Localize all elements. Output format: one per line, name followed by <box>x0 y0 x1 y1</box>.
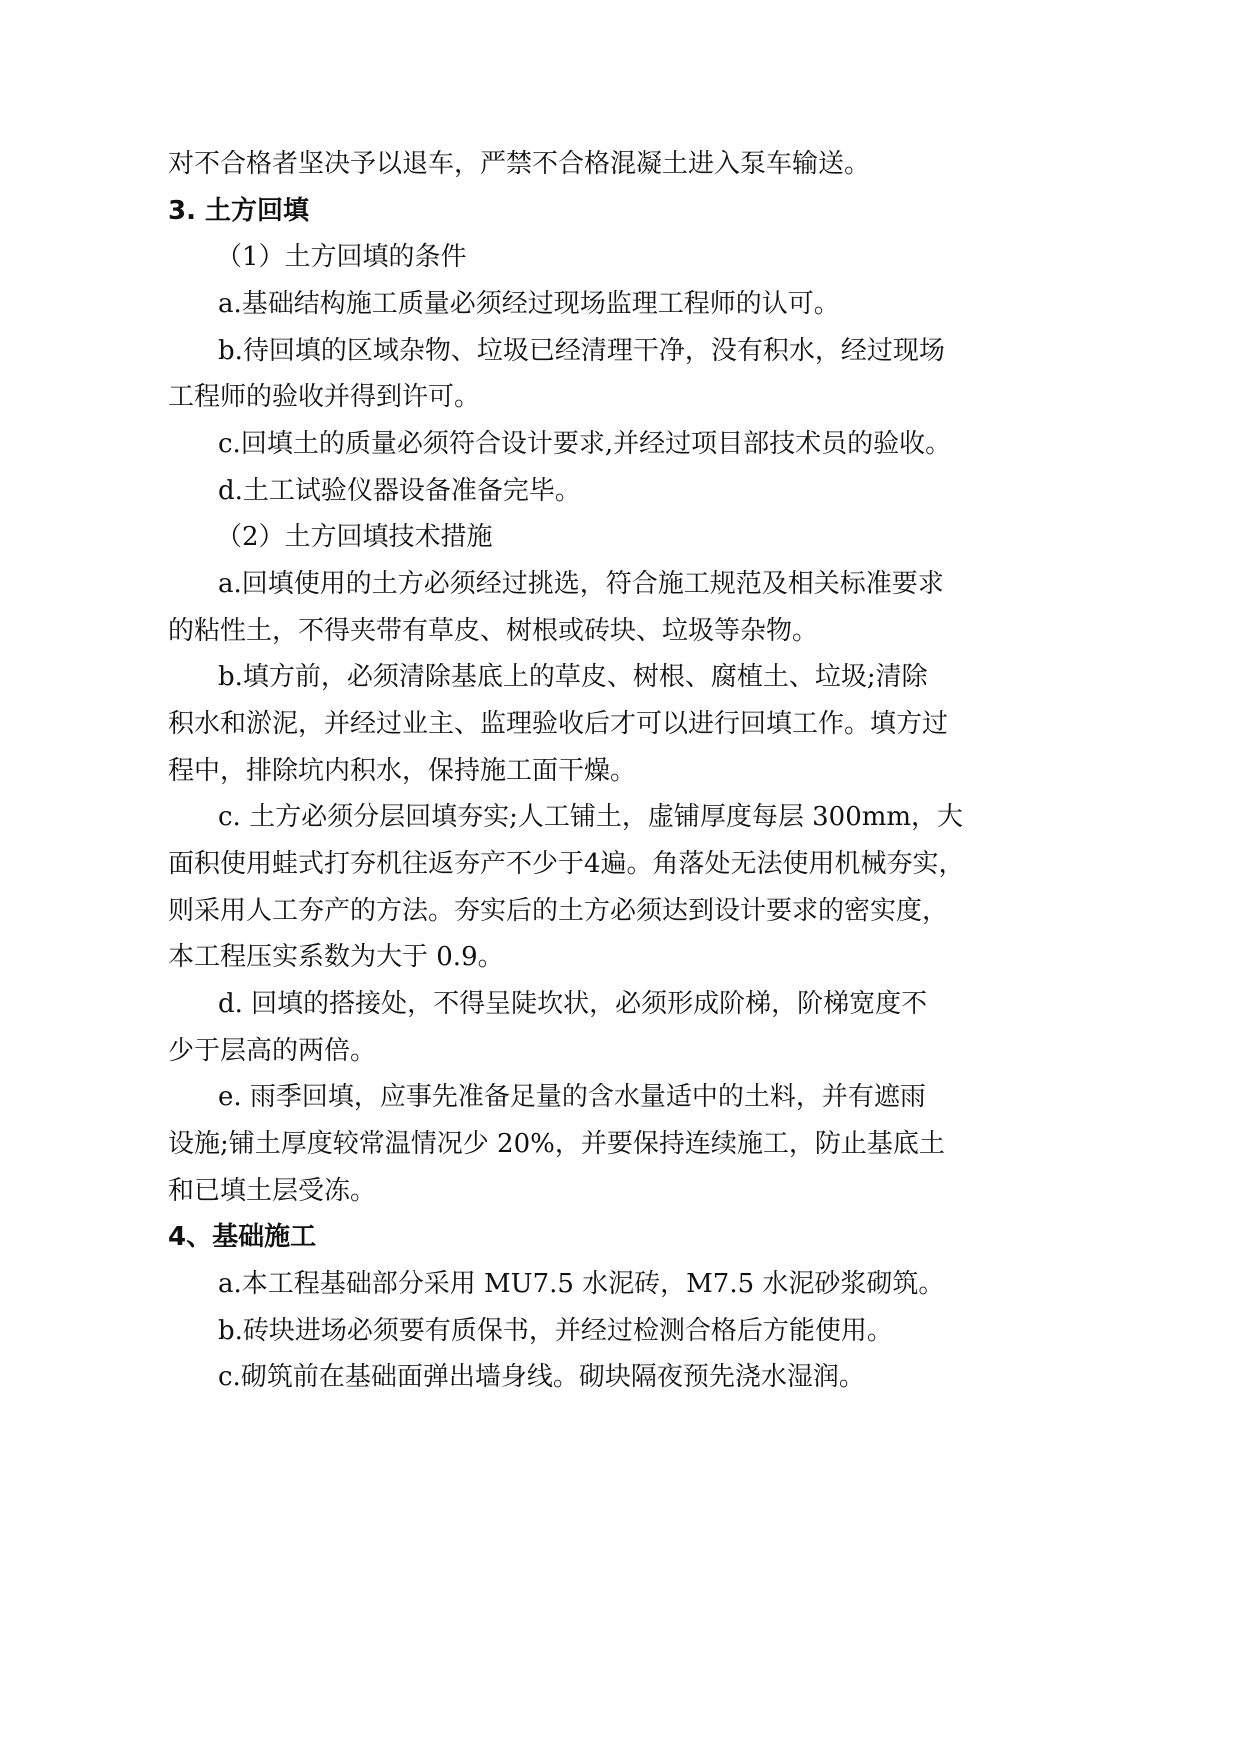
subsection-heading-backfill-conditions: （1）土方回填的条件 <box>216 242 467 272</box>
list-item-continuation-line: 的粘性土，不得夹带有草皮、树根或砖块、垃圾等杂物。 <box>168 616 819 646</box>
list-item-line: b.待回填的区域杂物、垃圾已经清理干净，没有积水，经过现场 <box>218 336 945 366</box>
list-item-continuation-line: 面积使用蛙式打夯机往返夯产不少于4遍。角落处无法使用机械夯实， <box>168 849 965 879</box>
list-item-line: a.本工程基础部分采用 MU7.5 水泥砖，M7.5 水泥砂浆砌筑。 <box>218 1269 945 1299</box>
section-heading-earth-backfill: 3. 土方回填 <box>168 196 310 226</box>
list-item-line: c. 土方必须分层回填夯实;人工铺土，虚铺厚度每层 300mm，大 <box>218 802 964 832</box>
list-item-continuation-line: 则采用人工夯产的方法。夯实后的土方必须达到设计要求的密实度， <box>168 896 949 926</box>
body-text-line: 对不合格者坚决予以退车，严禁不合格混凝土进入泵车输送。 <box>168 149 871 179</box>
section-heading-foundation-construction: 4、基础施工 <box>168 1222 317 1252</box>
list-item-line: c.砌筑前在基础面弹出墙身线。砌块隔夜预先浇水湿润。 <box>218 1362 865 1392</box>
list-item-continuation-line: 少于层高的两倍。 <box>168 1036 377 1066</box>
list-item-line: c.回填土的质量必须符合设计要求,并经过项目部技术员的验收。 <box>218 429 952 459</box>
subsection-heading-backfill-measures: （2）土方回填技术措施 <box>216 522 493 552</box>
list-item-continuation-line: 工程师的验收并得到许可。 <box>168 382 481 412</box>
list-item-continuation-line: 和已填土层受冻。 <box>168 1176 377 1206</box>
list-item-continuation-line: 积水和淤泥，并经过业主、监理验收后才可以进行回填工作。填方过 <box>168 709 949 739</box>
list-item-line: a.基础结构施工质量必须经过现场监理工程师的认可。 <box>218 289 840 319</box>
list-item-line: e. 雨季回填，应事先准备足量的含水量适中的土料，并有遮雨 <box>218 1082 926 1112</box>
list-item-line: d. 回填的搭接处，不得呈陡坎状，必须形成阶梯，阶梯宽度不 <box>218 989 928 1019</box>
list-item-line: b.填方前，必须清除基底上的草皮、树根、腐植土、垃圾;清除 <box>218 662 928 692</box>
list-item-line: b.砖块进场必须要有质保书，并经过检测合格后方能使用。 <box>218 1316 893 1346</box>
list-item-line: d.土工试验仪器设备准备完毕。 <box>218 476 581 506</box>
list-item-continuation-line: 程中，排除坑内积水，保持施工面干燥。 <box>168 756 637 786</box>
list-item-line: a.回填使用的土方必须经过挑选，符合施工规范及相关标准要求 <box>218 569 944 599</box>
list-item-continuation-line: 设施;铺土厚度较常温情况少 20%，并要保持连续施工，防止基底土 <box>168 1129 945 1159</box>
list-item-continuation-line: 本工程压实系数为大于 0.9。 <box>168 942 504 972</box>
